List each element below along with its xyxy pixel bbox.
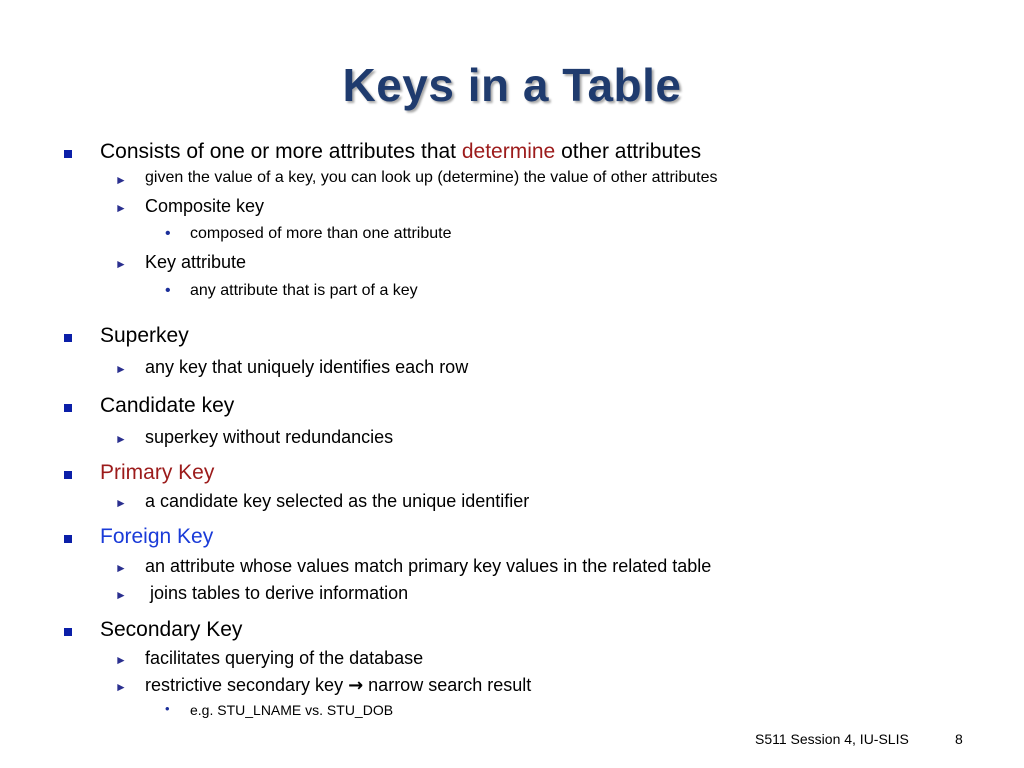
sub-secondary-2-suffix: narrow search result [363,675,532,695]
slide-title: Keys in a Table [342,59,682,111]
item-consists-prefix: Consists of one or more attributes that [100,140,462,163]
sub-foreign-2: joins tables to derive information [145,583,409,603]
bullet-dot-icon: • [165,701,170,716]
bullet-triangle-icon: ► [115,201,127,215]
sub-primary: a candidate key selected as the unique identifier [145,491,530,511]
sub-secondary-2-prefix: restrictive secondary key [145,675,349,695]
bullet-triangle-icon: ► [115,257,127,271]
bullet-square-icon [64,404,72,412]
page-number: 8 [955,731,963,747]
bullet-triangle-icon: ► [115,496,127,510]
item-foreign: Foreign Key [100,525,214,548]
item-consists [100,140,701,164]
sub-keyattr-detail: any attribute that is part of a key [190,282,418,299]
sub-composite: Composite key [145,196,265,216]
sub-secondary-2 [145,675,531,696]
bullet-triangle-icon: ► [115,173,127,187]
item-primary: Primary Key [100,461,215,484]
sub-foreign-1: an attribute whose values match primary key values in the related table [145,556,712,576]
item-secondary: Secondary Key [100,618,243,641]
bullet-triangle-icon: ► [115,680,127,694]
bullet-dot-icon: • [165,282,171,299]
sub-keyattr: Key attribute [145,252,247,272]
bullet-triangle-icon: ► [115,362,127,376]
bullet-square-icon [64,334,72,342]
bullet-triangle-icon: ► [115,588,127,602]
bullet-square-icon [64,535,72,543]
sub-candidate: superkey without redundancies [145,427,394,447]
bullet-triangle-icon: ► [115,432,127,446]
sub-composite-detail: composed of more than one attribute [190,225,452,242]
arrow-right-icon: → [348,675,364,696]
item-consists-highlight: determine [461,140,556,163]
item-consists-suffix: other attributes [555,140,702,163]
bullet-square-icon [64,628,72,636]
sub-secondary-example: e.g. STU_LNAME vs. STU_DOB [190,702,394,718]
bullet-square-icon [64,471,72,479]
footer-text: S511 Session 4, IU-SLIS [755,731,909,747]
sub-superkey: any key that uniquely identifies each row [145,357,469,377]
item-superkey: Superkey [100,324,189,347]
sub-given: given the value of a key, you can look up (determine) the value of other attributes [145,169,718,186]
bullet-dot-icon: • [165,225,171,242]
sub-secondary-1: facilitates querying of the database [145,648,424,668]
item-candidate: Candidate key [100,394,235,417]
bullet-triangle-icon: ► [115,653,127,667]
bullet-square-icon [64,150,72,158]
bullet-triangle-icon: ► [115,561,127,575]
